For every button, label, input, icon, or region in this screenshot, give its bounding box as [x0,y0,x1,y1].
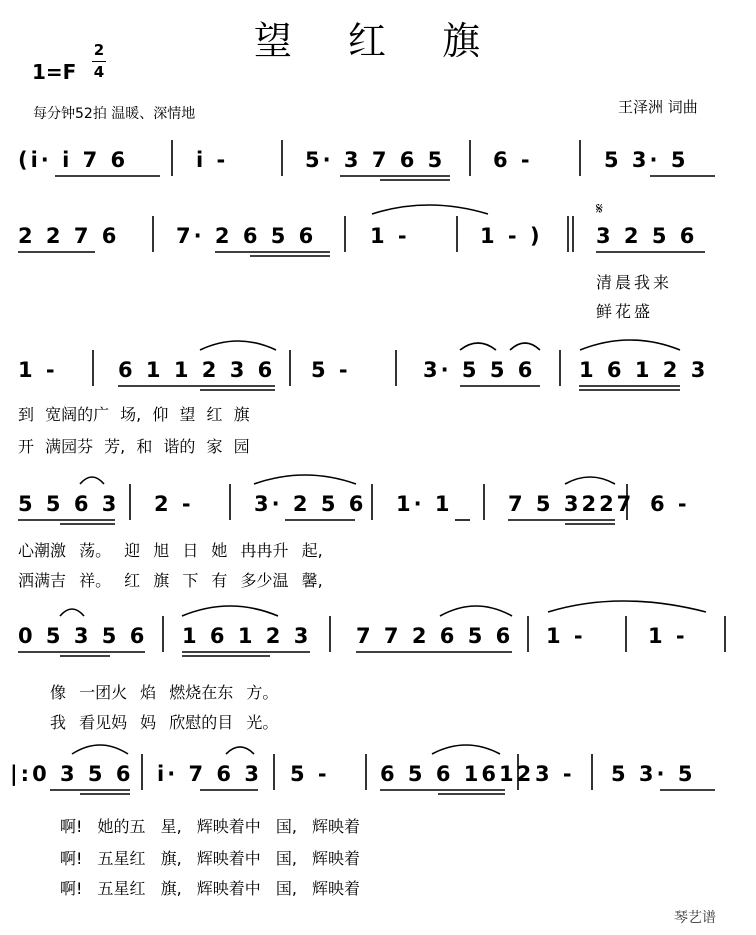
slur [254,475,356,484]
slur [200,341,276,350]
measure: 3· 5 5 6 [423,358,536,382]
lyric-verse-2: 我 看见妈 妈 欣慰的目 光。 [50,713,279,732]
lyric-verse-1: 清晨我来 [596,273,673,292]
slur [182,606,278,616]
watermark-logo: 琴艺谱 [674,910,716,926]
slur [226,747,254,754]
measure: i· 7 6 3 [157,762,262,786]
lyric-verse-2: 洒满吉 祥。 红 旗 下 有 多少温 馨, [18,571,323,590]
measure: 5 3· 5 [611,762,696,786]
measure: 1 - [546,624,586,648]
slur [580,340,680,350]
slur [60,609,84,616]
measure: 3 2 5 6 [596,224,698,248]
slur [460,343,496,350]
measure: (i· i 7 6 [18,148,129,172]
segno-icon: 𝄋 [596,199,603,218]
lyric-verse-1: 心潮激 荡。 迎 旭 日 她 冉冉升 起, [18,541,323,560]
slur [440,606,512,616]
measure: 7 5 3227 [508,492,635,516]
measure: 3· 2 5 6 [254,492,367,516]
lyric-verse-1: 像 一团火 焰 燃烧在东 方。 [50,683,279,702]
measure: 1 6 1 2 3 [182,624,312,648]
credit: 王泽洲 词曲 [618,98,698,116]
slur [565,477,615,484]
measure: 1· 1 [396,492,453,516]
key-signature: 1=F [32,60,77,84]
lyric-verse-2: 鲜花盛 [596,302,654,321]
measure: 2 - [154,492,194,516]
measure: 1 6 1 2 3 [579,358,709,382]
measure: 5· 3 7 6 5 [305,148,446,172]
lyric-verse-1: 啊! 她的五 星, 辉映着中 国, 辉映着 [60,817,361,836]
lyric-verse-1: 到 宽阔的广 场, 仰 望 红 旗 [18,405,250,424]
measure: 1 - [370,224,410,248]
measure: 1 - ) [480,224,543,248]
measure: 5 3· 5 [604,148,689,172]
time-sig-bottom: 4 [93,63,105,81]
measure: 7 7 2 6 5 6 [356,624,514,648]
lyric-verse-2: 开 满园芬 芳, 和 谐的 家 园 [18,437,250,456]
measure: 6 - [493,148,533,172]
measure: 6 - [650,492,690,516]
slur [72,745,128,754]
lyric-verse-2: 啊! 五星红 旗, 辉映着中 国, 辉映着 [60,849,361,868]
measure: 1 - [18,358,58,382]
measure: 5 5 6 3 [18,492,120,516]
measure: i - [196,148,229,172]
measure: 6 1 1 2 3 6 [118,358,276,382]
tempo-marking: 每分钟52拍 温暖、深情地 [33,106,196,122]
lyric-verse-3: 啊! 五星红 旗, 辉映着中 国, 辉映着 [60,879,361,898]
time-sig-top: 2 [93,41,105,59]
slur [510,343,540,350]
measure: 5 - [290,762,330,786]
measure: 3 - [535,762,575,786]
measure: 0 5 3 5 6 [18,624,148,648]
measure: 5 - [311,358,351,382]
slur [432,745,500,754]
song-title: 望 红 旗 [253,19,503,63]
slur [80,477,104,484]
tie [548,601,706,612]
measure: 6 5 6 1612 [380,762,535,786]
measure: 1 - [648,624,688,648]
measure: 2 2 7 6 [18,224,120,248]
measure: |:0 3 5 6 [10,762,134,786]
measure: 7· 2 6 5 6 [176,224,317,248]
tie [372,205,488,214]
